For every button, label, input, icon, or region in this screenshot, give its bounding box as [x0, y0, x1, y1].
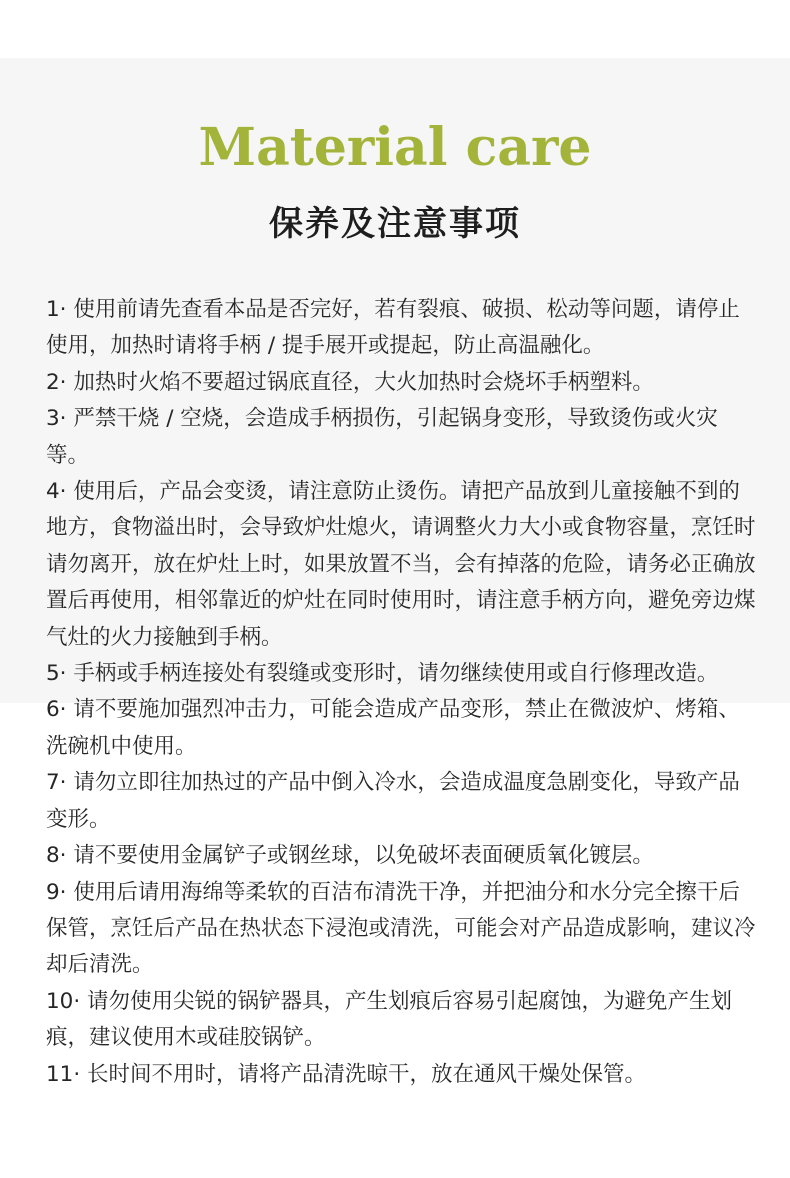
item-text: 加热时火焰不要超过锅底直径，大火加热时会烧坏手柄塑料。	[73, 369, 654, 395]
item-number: 11·	[46, 1061, 81, 1087]
care-item-10	[46, 984, 758, 1057]
care-item-8	[46, 838, 758, 874]
english-title: Material care	[198, 117, 592, 178]
item-text: 手柄或手柄连接处有裂缝或变形时，请勿继续使用或自行修理改造。	[73, 661, 719, 687]
item-text: 长时间不用时，请将产品清洗晾干，放在通风干燥处保管。	[87, 1061, 647, 1087]
item-number: 2·	[46, 369, 67, 395]
item-text: 请勿立即往加热过的产品中倒入冷水，会造成温度急剧变化，导致产品变形。	[46, 770, 740, 832]
chinese-title: 保养及注意事项	[269, 204, 521, 244]
item-text: 使用后请用海绵等柔软的百洁布清洗干净，并把油分和水分完全擦干后保管，烹饪后产品在热状态下浸泡或清洗，可能会对产品造成影响，建议冷却后清洗。	[46, 879, 756, 978]
item-text: 使用后，产品会变烫，请注意防止烫伤。请把产品放到儿童接触不到的地方，食物溢出时，会导致炉灶熄火，请调整火力大小或食物容量，烹饪时请勿离开，放在炉灶上时，如果放置不当，会有掉落的危险，请务必正确放置后再使用，相邻靠近的炉灶在同时使用时，请注意手柄方向，避免旁边煤气灶的火力接触到手柄。	[46, 479, 756, 650]
care-item-2	[46, 365, 758, 401]
item-number: 10·	[46, 988, 81, 1014]
item-number: 4·	[46, 479, 67, 505]
care-item-3	[46, 401, 758, 474]
care-item-11	[46, 1057, 758, 1093]
care-item-7	[46, 765, 758, 838]
item-number: 7·	[46, 770, 67, 796]
item-number: 6·	[46, 697, 67, 723]
care-item-5	[46, 656, 758, 692]
care-instructions-list	[46, 292, 758, 1093]
item-number: 1·	[46, 297, 67, 322]
care-item-1	[46, 292, 758, 365]
item-text: 严禁干烧 / 空烧，会造成手柄损伤，引起锅身变形，导致烫伤或火灾等。	[46, 406, 718, 468]
item-text: 使用前请先查看本品是否完好，若有裂痕、破损、松动等问题，请停止使用，加热时请将手柄 / 提手展开或提起，防止高温融化。	[46, 297, 740, 359]
item-number: 5·	[46, 661, 67, 687]
item-number: 8·	[46, 843, 67, 869]
item-number: 3·	[46, 406, 67, 432]
care-item-9	[46, 875, 758, 984]
item-text: 请勿使用尖锐的锅铲器具，产生划痕后容易引起腐蚀，为避免产生划痕，建议使用木或硅胶锅铲。	[46, 988, 733, 1051]
item-text: 请不要施加强烈冲击力，可能会造成产品变形，禁止在微波炉、烤箱、洗碗机中使用。	[46, 697, 740, 759]
item-text: 请不要使用金属铲子或钢丝球，以免破坏表面硬质氧化镀层。	[73, 843, 654, 869]
care-item-6	[46, 692, 758, 765]
care-item-4	[46, 474, 758, 656]
item-number: 9·	[46, 879, 67, 905]
